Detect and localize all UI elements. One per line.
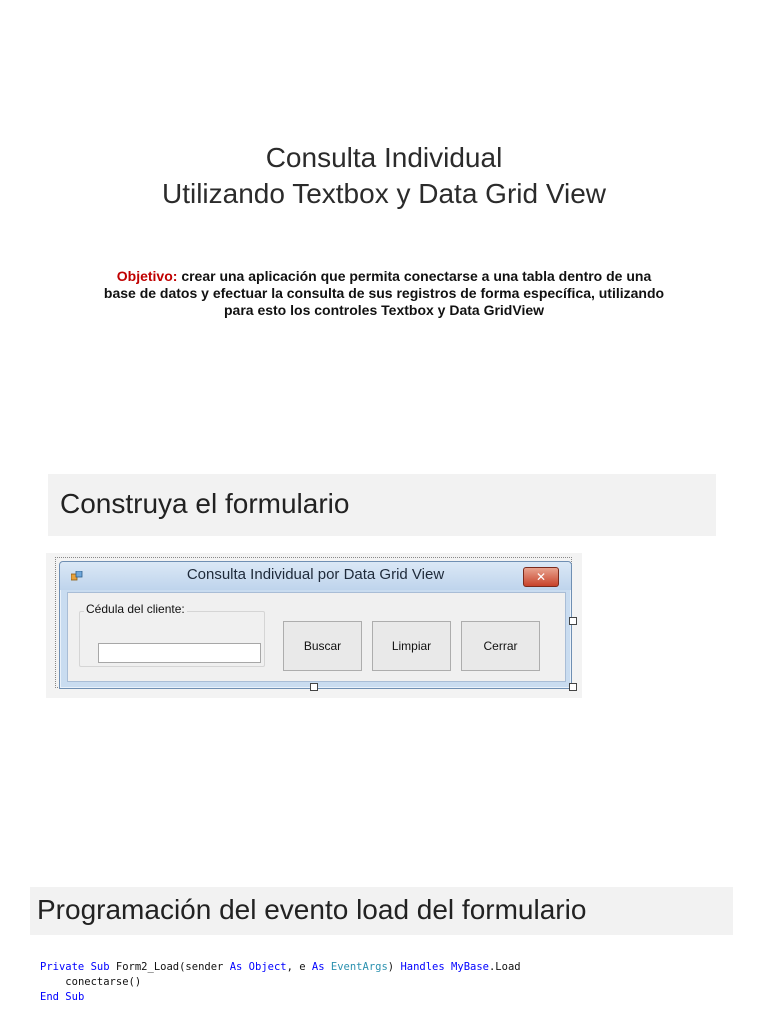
kw-as: As [229, 961, 243, 973]
form-client-area [67, 592, 566, 682]
kw-sub-end: Sub [65, 991, 85, 1003]
section-heading-form [48, 474, 716, 536]
objective-label: Objetivo: [116, 268, 178, 284]
code-method-name: Form2_Load(sender [115, 961, 224, 973]
page-title [0, 140, 768, 212]
section-heading-load-event [30, 887, 733, 935]
code-line-2 [40, 975, 521, 990]
code-call: conectarse() [65, 976, 142, 988]
kw-handles: Handles [400, 961, 445, 973]
cedula-groupbox [79, 611, 265, 667]
kw-sub: Sub [90, 961, 110, 973]
code-line-1 [40, 960, 521, 975]
close-icon[interactable]: ✕ [523, 567, 559, 587]
kw-private: Private [40, 961, 85, 973]
objective-text: crear una aplicación que permita conectarse a una tabla dentro de una base de datos y efectuar la consulta de sus registros de forma específica, utilizando para esto los controles Textbox y Data GridView [103, 268, 665, 318]
section-heading-form-text: Construya el formulario [60, 488, 350, 519]
title-line-2: Utilizando Textbox y Data Grid View [161, 178, 607, 209]
window-titlebar[interactable] [60, 562, 571, 590]
limpiar-button[interactable]: Limpiar [372, 621, 451, 671]
code-close-paren: ) [387, 961, 395, 973]
code-line-3 [40, 990, 521, 1005]
title-line-1: Consulta Individual [265, 142, 503, 173]
resize-handle-corner[interactable] [569, 683, 577, 691]
resize-handle-right[interactable] [569, 617, 577, 625]
resize-handle-bottom[interactable] [310, 683, 318, 691]
code-load: .Load [488, 961, 521, 973]
type-eventargs: EventArgs [330, 961, 388, 973]
section-heading-load-event-text: Programación del evento load del formulario [37, 894, 587, 925]
cedula-input[interactable] [98, 643, 261, 663]
window-title: Consulta Individual por Data Grid View [186, 566, 445, 583]
cedula-label: Cédula del cliente: [86, 602, 185, 616]
buscar-button[interactable]: Buscar [283, 621, 362, 671]
objective-paragraph [100, 268, 668, 319]
code-block [40, 960, 521, 1005]
kw-object: Object [248, 961, 287, 973]
cerrar-button[interactable]: Cerrar [461, 621, 540, 671]
kw-end: End [40, 991, 59, 1003]
kw-as-2: As [311, 961, 325, 973]
kw-mybase: MyBase [451, 961, 489, 973]
form-window [59, 561, 572, 689]
code-param-e: , e [286, 961, 306, 973]
form-designer-preview [46, 553, 582, 698]
